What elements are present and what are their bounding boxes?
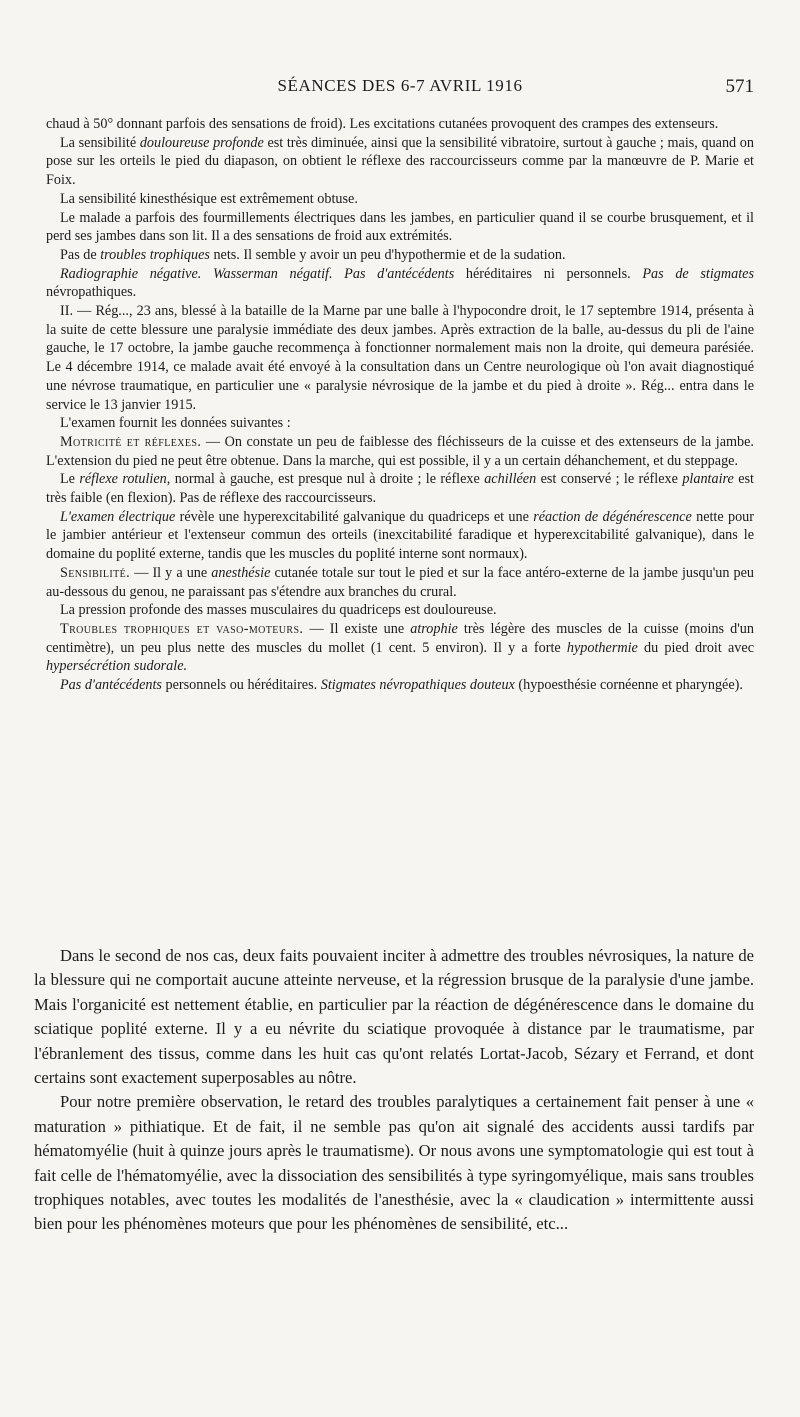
discussion-text xyxy=(34,944,754,1237)
paragraph-first-observation: Pour notre première observation, le retard des troubles paralytiques a certainement fait penser à une « maturation » pithiatique. Et de fait, il ne semble pas qu'on ait signalé des accidents aussi tardifs par hématomyélie (huit à quinze jours après le traumatisme). Or nous avons une symptomatologie qui est tout à fait celle de l'hématomyélie, avec la dissociation des sensibilités à type syringomyélique, mais sans troubles trophiques notables, avec toutes les modalités de l'anesthésie, avec la « claudication » intermittente aussi bien pour les phénomènes moteurs que pour les phénomènes de sensibilité, etc... xyxy=(34,1092,754,1234)
case-report-text xyxy=(46,115,754,695)
running-title: SÉANCES DES 6-7 AVRIL 1916 xyxy=(277,76,523,95)
paragraph-radiography: Radiographie négative. Wasserman négatif. Pas d'antécédents héréditaires ni personnels. Pas de stigmates névropathiques. xyxy=(46,265,754,301)
paragraph-electric-exam: L'examen électrique révèle une hyperexcitabilité galvanique du quadriceps et une réaction de dégénérescence nette pour le jambier antérieur et l'extenseur commun des orteils (inexcitabilité faradique et hyperexcitabilité galvanique), dans le domaine du poplité externe, tandis que les muscles du poplité interne sont normaux). xyxy=(46,508,754,563)
paragraph-kinesthesia: La sensibilité kinesthésique est extrêmement obtuse. xyxy=(60,190,358,207)
paragraph-sensibility: Sensibilité. — Il y a une anesthésie cutanée totale sur tout le pied et sur la face antéro-externe de la jambe jusqu'un peu au-dessous du genou, ne paraissant pas s'étendre aux branches du crural. xyxy=(46,564,754,600)
paragraph-trophic: Pas de troubles trophiques nets. Il semble y avoir un peu d'hypothermie et de la sudation. xyxy=(60,246,566,263)
paragraph-pressure: La pression profonde des masses musculaires du quadriceps est douloureuse. xyxy=(60,602,497,619)
page-number: 571 xyxy=(725,76,754,97)
paragraph-vasomotor: Troubles trophiques et vaso-moteurs. — Il existe une atrophie très légère des muscles de la cuisse (moins d'un centimètre), un peu plus nette des muscles du mollet (1 cent. 5 environ). Il y a forte hypothermie du pied droit avec hypersécrétion sudorale. xyxy=(46,620,754,675)
paragraph-motricity: Motricité et réflexes. — On constate un peu de faiblesse des fléchisseurs de la cuisse et des extenseurs de la jambe. L'extension du pied ne peut être obtenue. Dans la marche, qui est possible, il y a un certain déhanchement, et du steppage. xyxy=(46,433,754,469)
paragraph-case-two: II. — Rég..., 23 ans, blessé à la bataille de la Marne par une balle à l'hypocondre droit, le 17 septembre 1914, présenta à la suite de cette blessure une paralysie immédiate des deux jambes. Après extraction de la balle, au-dessus du pli de l'aine gauche, le 17 octobre, la jambe gauche recommença à fonctionner normalement mais non la droite, qui demeura parésiée. Le 4 décembre 1914, ce malade avait été envoyé à la consultation dans un Centre neurologique où l'on avait diagnostiqué une névrose traumatique, en particulier une « paralysie névrosique de la jambe et du pied à droite ». Rég... entra dans le service le 13 janvier 1915. xyxy=(46,303,754,413)
paragraph-second-case: Dans le second de nos cas, deux faits pouvaient inciter à admettre des troubles névrosiques, la nature de la blessure qui ne comportait aucune atteinte nerveuse, et la régression brusque de la paralysie d'une jambe. Mais l'organicité est nettement établie, en particulier par la réaction de dégénérescence dans le domaine du sciatique poplité externe. Il y a eu névrite du sciatique provoquée à distance par le traumatisme, par l'ébranlement des tissus, comme dans les huit cas qu'ont relatés Lortat-Jacob, Sézary et Ferrand, et dont certains sont exactement superposables au nôtre. xyxy=(34,946,754,1088)
paragraph-examination: L'examen fournit les données suivantes : xyxy=(60,415,291,432)
page-header xyxy=(46,76,754,100)
paragraph-antecedents: Pas d'antécédents personnels ou héréditaires. Stigmates névropathiques douteux (hypoesthésie cornéenne et pharyngée). xyxy=(60,677,743,694)
paragraph-sensations: chaud à 50° donnant parfois des sensations de froid). Les excitations cutanées provoquent des crampes des extenseurs. xyxy=(46,116,719,132)
paragraph-reflexes: Le réflexe rotulien, normal à gauche, est presque nul à droite ; le réflexe achilléen est conservé ; le réflexe plantaire est très faible (en flexion). Pas de réflexe des raccourcisseurs. xyxy=(46,471,754,507)
paragraph-deep-sensibility: La sensibilité douloureuse profonde est très diminuée, ainsi que la sensibilité vibratoire, surtout à gauche ; mais, quand on pose sur les orteils le pied du diapason, on obtient le réflexe des raccourcisseurs comme par la manœuvre de P. Marie et Foix. xyxy=(46,134,754,189)
paragraph-formication: Le malade a parfois des fourmillements électriques dans les jambes, en particulier quand il se courbe brusquement, et il perd ses jambes dans son lit. Il a des sensations de froid aux extrémités. xyxy=(46,209,754,245)
